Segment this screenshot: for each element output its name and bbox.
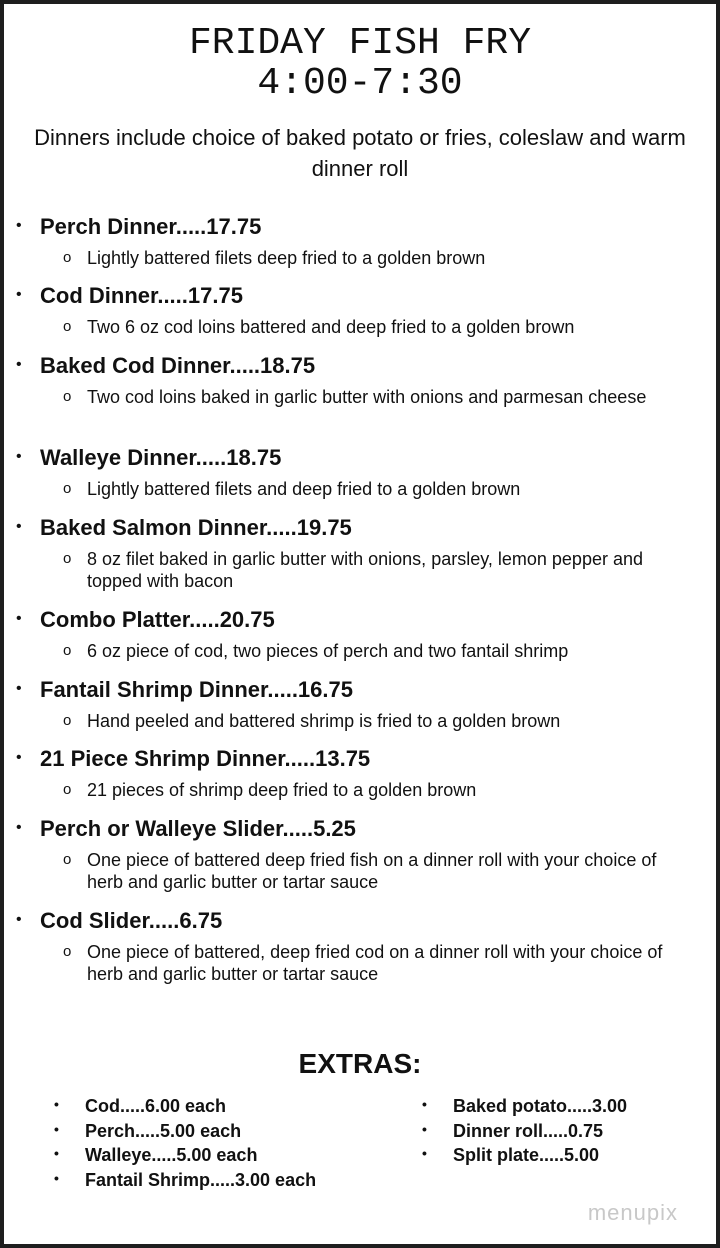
bullet-icon: • (422, 1120, 427, 1137)
bullet-icon: • (16, 911, 22, 928)
menu-item-name: Cod Slider.....6.75 (40, 908, 223, 933)
menu-intro: Dinners include choice of baked potato or fries, coleslaw and warm dinner roll (34, 125, 686, 181)
bullet-icon: • (16, 356, 22, 373)
menu-page (4, 4, 716, 1244)
bullet-icon: • (422, 1145, 427, 1161)
bullet-icon: • (54, 1120, 59, 1137)
menu-item-name: Fantail Shrimp Dinner.....16.75 (40, 677, 353, 702)
menu-item-description-text: 21 pieces of shrimp deep fried to a golden brown (87, 780, 477, 800)
extras-item-label: Walleye.....5.00 each (85, 1145, 258, 1165)
menu-item-description (63, 316, 663, 338)
bullet-icon: • (54, 1169, 59, 1186)
sub-bullet-icon: o (63, 642, 72, 659)
menu-item-description (63, 478, 663, 500)
menu-item-description-text: Lightly battered filets and deep fried to a golden brown (87, 479, 521, 499)
bullet-icon: • (422, 1096, 427, 1112)
watermark-logo: menupix (587, 1200, 678, 1225)
extras-item-label: Cod.....6.00 each (85, 1096, 227, 1116)
bullet-icon: • (54, 1096, 59, 1112)
menu-title: FRIDAY FISH FRY (188, 22, 532, 65)
extras-item-label: Perch.....5.00 each (85, 1120, 242, 1141)
sub-bullet-icon: o (63, 249, 72, 266)
bullet-icon: • (16, 680, 22, 697)
sub-bullet-icon: o (63, 388, 72, 405)
menu-item-description-text: 6 oz piece of cod, two pieces of perch and two fantail shrimp (87, 641, 569, 661)
menu-item-description-text: One piece of battered deep fried fish on a dinner roll with your choice of herb and garlic butter or tartar sauce (87, 850, 657, 892)
menu-hours: 4:00-7:30 (257, 62, 463, 105)
sub-bullet-icon: o (63, 550, 72, 567)
sub-bullet-icon: o (63, 851, 72, 868)
menu-item-name: Perch Dinner.....17.75 (40, 214, 262, 239)
extras-item-label: Baked potato.....3.00 (453, 1096, 628, 1116)
bullet-icon: • (16, 819, 22, 836)
bullet-icon: • (16, 448, 22, 465)
extras-item-label: Fantail Shrimp.....3.00 each (85, 1169, 317, 1190)
menu-item-description-text: Two cod loins baked in garlic butter with onions and parmesan cheese (87, 387, 647, 407)
menu-item-description (63, 548, 663, 592)
bullet-icon: • (16, 518, 22, 535)
bullet-icon: • (54, 1145, 59, 1161)
menu-item-name: Walleye Dinner.....18.75 (40, 445, 282, 470)
menu-item-name: Combo Platter.....20.75 (40, 607, 275, 632)
sub-bullet-icon: o (63, 318, 72, 335)
menu-item-description-text: Hand peeled and battered shrimp is fried to a golden brown (87, 711, 561, 731)
menu-item-description (63, 849, 663, 893)
extras-heading: EXTRAS: (298, 1048, 422, 1079)
extras-item-label: Dinner roll.....0.75 (453, 1120, 604, 1141)
menu-item-description (63, 941, 663, 985)
sub-bullet-icon: o (63, 480, 72, 497)
menu-item-description (63, 710, 663, 732)
sub-bullet-icon: o (63, 781, 72, 798)
sub-bullet-icon: o (63, 943, 72, 960)
menu-item-name: Cod Dinner.....17.75 (40, 283, 243, 308)
sub-bullet-icon: o (63, 712, 72, 729)
bullet-icon: • (16, 610, 22, 627)
menu-item-description (63, 247, 663, 269)
menu-item-description-text: 8 oz filet baked in garlic butter with onions, parsley, lemon pepper and topped with bacon (87, 549, 643, 591)
menu-item-description-text: Lightly battered filets deep fried to a golden brown (87, 248, 486, 268)
menu-item-name: Baked Cod Dinner.....18.75 (40, 353, 316, 378)
extras-item-label: Split plate.....5.00 (453, 1145, 600, 1165)
menu-item-description (63, 640, 663, 662)
menu-item-name: Baked Salmon Dinner.....19.75 (40, 515, 352, 540)
menu-item-description-text: Two 6 oz cod loins battered and deep fried to a golden brown (87, 317, 575, 337)
bullet-icon: • (16, 217, 22, 234)
menu-item-description (63, 386, 663, 408)
bullet-icon: • (16, 286, 22, 303)
menu-item-name: 21 Piece Shrimp Dinner.....13.75 (40, 746, 371, 771)
menu-item-description-text: One piece of battered, deep fried cod on a dinner roll with your choice of herb and garlic butter or tartar sauce (87, 942, 663, 984)
menu-item-name: Perch or Walleye Slider.....5.25 (40, 816, 356, 841)
menu-item-description (63, 779, 663, 801)
bullet-icon: • (16, 749, 22, 766)
